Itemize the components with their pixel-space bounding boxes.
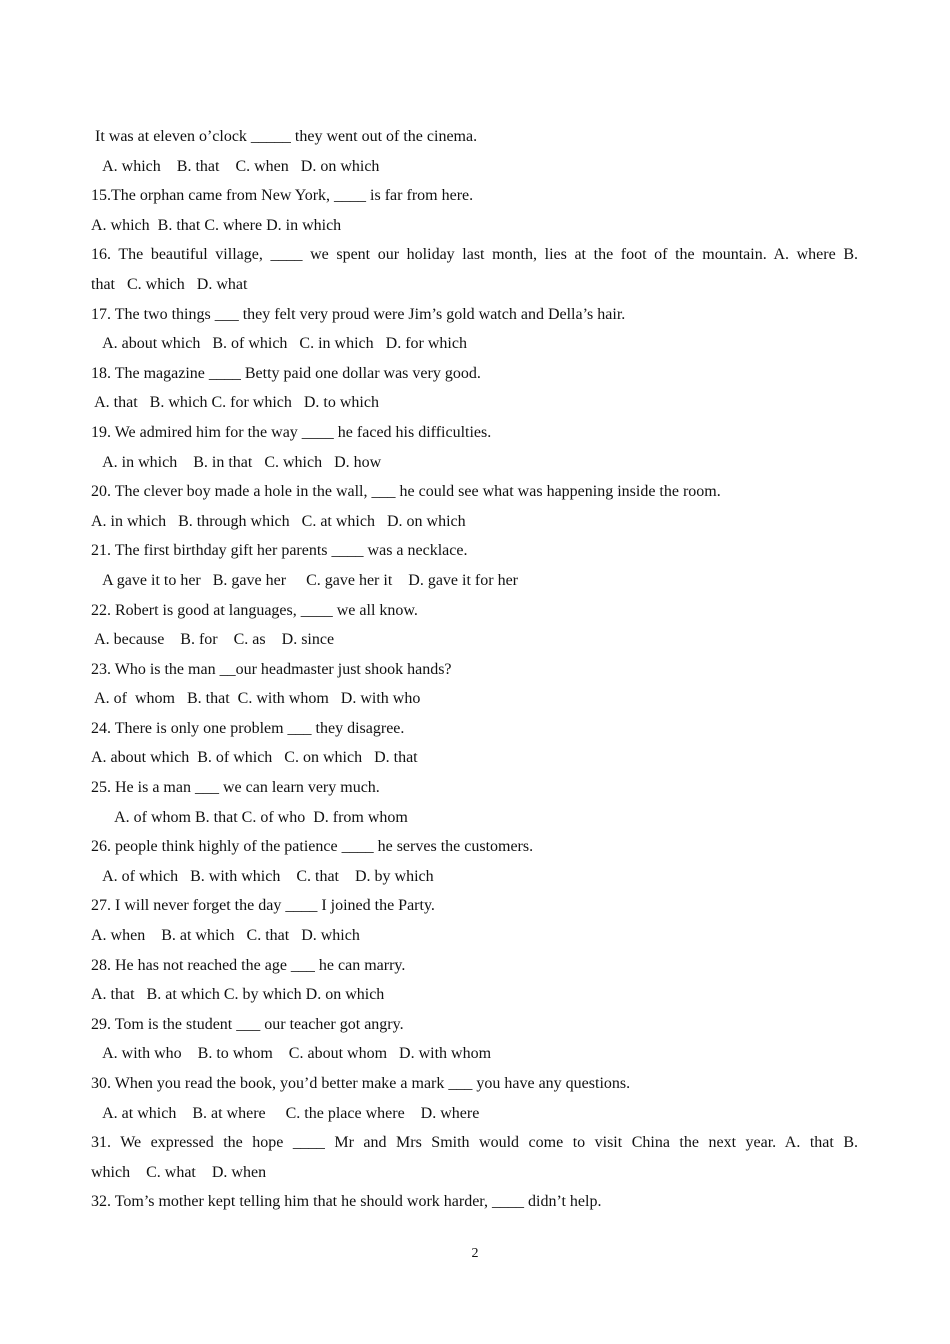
text-line: 25. He is a man ___ we can learn very much. (91, 779, 380, 797)
text-line: 30. When you read the book, you’d better make a mark ___ you have any questions. (91, 1075, 631, 1092)
text-line: A. of whom B. that C. of who D. from whom (91, 808, 408, 826)
text-line: 16. The beautiful village, ____ we spent our holiday last month, lies at the foot of the mountain. A. where B. (91, 246, 858, 264)
text-line: 24. There is only one problem ___ they disagree. (91, 719, 405, 737)
text-line: 15.The orphan came from New York, ____ is far from here. (91, 187, 474, 205)
text-line: A. at which B. at where C. the place where D. where (91, 1104, 480, 1122)
text-line: A. with who B. to whom C. about whom D. with whom (91, 1045, 492, 1063)
text-line: A. which B. that C. where D. in which (91, 216, 342, 234)
question-list (91, 122, 858, 1217)
page-number: 2 (471, 1246, 479, 1261)
text-line: 28. He has not reached the age ___ he can marry. (91, 956, 406, 974)
text-line: A. about which B. of which C. on which D. that (91, 749, 418, 767)
text-line: 21. The first birthday gift her parents ____ was a necklace. (91, 542, 468, 560)
text-line: A. when B. at which C. that D. which (91, 927, 360, 945)
text-line: 31. We expressed the hope ____ Mr and Mrs Smith would come to visit China the next year. A. that B. (91, 1134, 858, 1152)
text-line: A. of which B. with which C. that D. by which (91, 867, 434, 885)
text-line: 27. I will never forget the day ____ I joined the Party. (91, 897, 435, 915)
text-line: A. which B. that C. when D. on which (91, 157, 380, 175)
text-line: 32. Tom’s mother kept telling him that he should work harder, ____ didn’t help. (91, 1193, 602, 1211)
text-line: 20. The clever boy made a hole in the wall, ___ he could see what was happening inside the room. (91, 483, 721, 501)
text-line: It was at eleven o’clock _____ they went out of the cinema. (91, 128, 478, 145)
text-line: that C. which D. what (91, 275, 248, 293)
text-line: 18. The magazine ____ Betty paid one dollar was very good. (91, 364, 481, 382)
text-line: A. that B. at which C. by which D. on which (91, 986, 385, 1004)
text-line: A. in which B. in that C. which D. how (91, 453, 382, 471)
text-line: which C. what D. when (91, 1163, 267, 1181)
text-line: A. that B. which C. for which D. to which (91, 394, 379, 412)
text-line: A. in which B. through which C. at which D. on which (91, 512, 466, 530)
text-line: A. because B. for C. as D. since (91, 631, 335, 649)
text-line: 19. We admired him for the way ____ he faced his difficulties. (91, 423, 492, 441)
text-line: A. of whom B. that C. with whom D. with who (91, 690, 421, 708)
text-line: 29. Tom is the student ___ our teacher got angry. (91, 1015, 404, 1033)
text-line: 23. Who is the man __our headmaster just shook hands? (91, 660, 452, 678)
text-line: 17. The two things ___ they felt very proud were Jim’s gold watch and Della’s hair. (91, 305, 626, 323)
text-line: 22. Robert is good at languages, ____ we all know. (91, 601, 418, 619)
text-line: A. about which B. of which C. in which D. for which (91, 335, 467, 353)
text-line: 26. people think highly of the patience ____ he serves the customers. (91, 838, 534, 856)
text-line: A gave it to her B. gave her C. gave her it D. gave it for her (91, 571, 518, 589)
